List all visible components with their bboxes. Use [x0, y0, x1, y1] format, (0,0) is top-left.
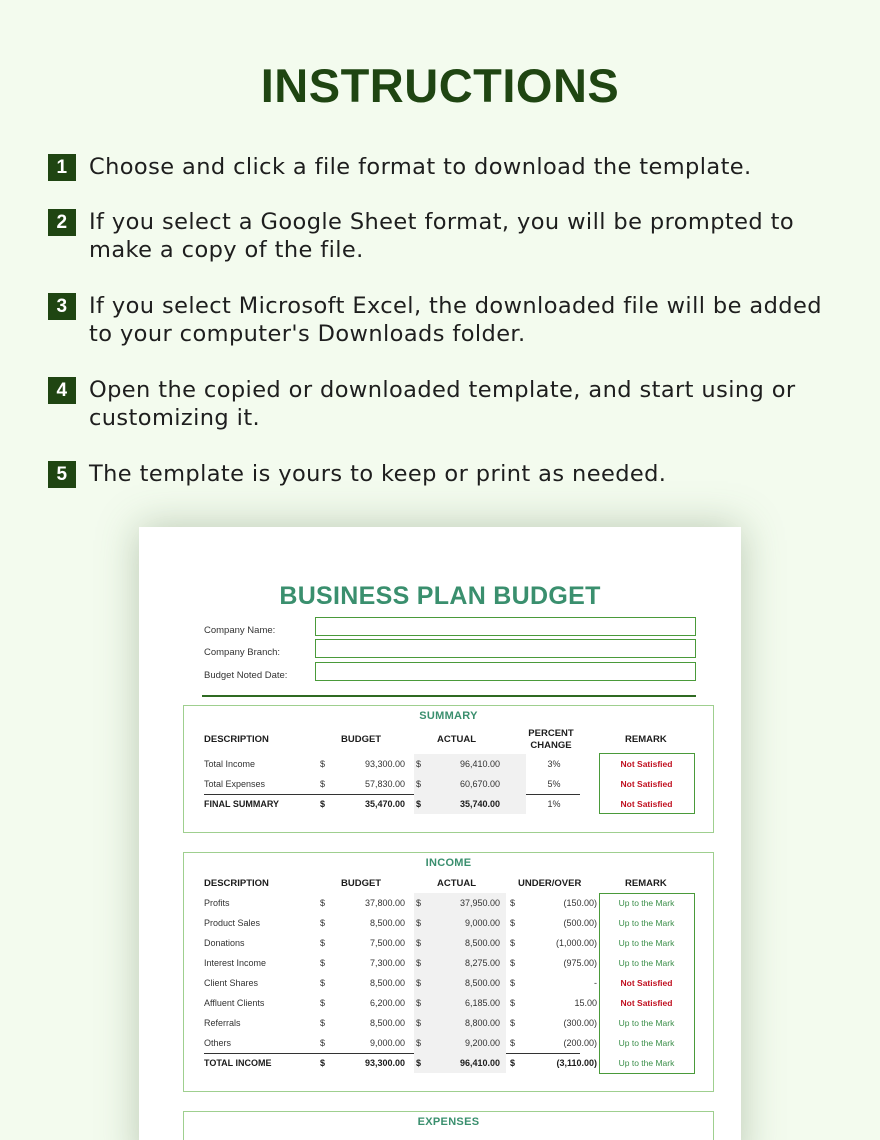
row-description: Product Sales [204, 918, 261, 928]
row-percent: 3% [547, 759, 561, 769]
row-actual: 6,185.00 [464, 998, 500, 1008]
currency-symbol: $ [416, 759, 422, 769]
summary-header-percent [520, 728, 582, 752]
currency-symbol: $ [510, 938, 516, 948]
currency-symbol: $ [510, 958, 516, 968]
currency-symbol: $ [320, 779, 326, 789]
income-header-under-over: UNDER/OVER [518, 878, 582, 889]
summary-header-budget: BUDGET [341, 734, 382, 745]
row-under-over: (3,110.00) [556, 1058, 597, 1068]
currency-symbol: $ [510, 998, 516, 1008]
row-budget: 35,470.00 [364, 799, 405, 809]
row-description: Total Income [204, 759, 256, 769]
row-actual: 35,740.00 [459, 799, 500, 809]
template-title: BUSINESS PLAN BUDGET [279, 582, 601, 610]
currency-symbol: $ [320, 1038, 326, 1048]
row-remark: Up to the Mark [618, 938, 675, 948]
table-row [204, 1013, 695, 1033]
row-actual: 60,670.00 [459, 779, 500, 789]
row-actual: 9,200.00 [464, 1038, 500, 1048]
row-budget: 8,500.00 [369, 918, 405, 928]
row-description: TOTAL INCOME [204, 1058, 272, 1068]
income-section [183, 852, 714, 1092]
row-percent: 1% [547, 799, 561, 809]
expenses-title: EXPENSES [417, 1116, 480, 1128]
step-5 [48, 460, 848, 488]
table-row [204, 933, 695, 953]
summary-header-percent-line1: PERCENT [528, 728, 574, 739]
table-row [204, 953, 695, 973]
row-budget: 7,300.00 [369, 958, 405, 968]
step-text-1: Choose and click a file format to download the template. [89, 154, 752, 180]
step-3 [48, 292, 848, 348]
row-under-over: (975.00) [563, 958, 597, 968]
row-budget: 93,300.00 [364, 1058, 405, 1068]
table-row-total [204, 794, 695, 814]
row-budget: 57,830.00 [364, 779, 405, 789]
row-budget: 8,500.00 [369, 978, 405, 988]
currency-symbol: $ [416, 1018, 422, 1028]
income-header-description: DESCRIPTION [204, 878, 269, 889]
template-preview [139, 527, 741, 1140]
row-budget: 7,500.00 [369, 938, 405, 948]
row-actual: 37,950.00 [459, 898, 500, 908]
step-1 [48, 153, 848, 181]
currency-symbol: $ [510, 1018, 516, 1028]
row-description: Total Expenses [204, 779, 266, 789]
row-actual: 8,500.00 [464, 978, 500, 988]
table-row [204, 893, 695, 913]
row-budget: 37,800.00 [364, 898, 405, 908]
summary-header-description: DESCRIPTION [204, 734, 269, 745]
row-remark: Up to the Mark [618, 1058, 675, 1068]
currency-symbol: $ [416, 898, 422, 908]
step-2 [48, 208, 848, 264]
currency-symbol: $ [510, 978, 516, 988]
currency-symbol: $ [320, 1018, 326, 1028]
currency-symbol: $ [320, 898, 326, 908]
currency-symbol: $ [510, 898, 516, 908]
step-number-4: 4 [48, 377, 76, 404]
divider [202, 695, 696, 697]
currency-symbol: $ [320, 978, 326, 988]
step-number-1: 1 [48, 154, 76, 181]
table-row [204, 774, 695, 794]
summary-title: SUMMARY [419, 710, 478, 722]
currency-symbol: $ [416, 978, 422, 988]
row-remark: Not Satisfied [620, 978, 673, 988]
expenses-section [183, 1111, 714, 1140]
currency-symbol: $ [416, 799, 422, 809]
table-row [204, 754, 695, 774]
row-description: Interest Income [204, 958, 267, 968]
row-description: Referrals [204, 1018, 241, 1028]
row-remark: Up to the Mark [618, 958, 675, 968]
row-description: Others [204, 1038, 232, 1048]
currency-symbol: $ [416, 998, 422, 1008]
step-4 [48, 376, 848, 432]
table-row [204, 913, 695, 933]
row-remark: Up to the Mark [618, 1038, 675, 1048]
row-under-over: (500.00) [563, 918, 597, 928]
row-budget: 8,500.00 [369, 1018, 405, 1028]
row-description: Client Shares [204, 978, 259, 988]
income-header-remark: REMARK [625, 878, 667, 889]
row-description: Profits [204, 898, 230, 908]
row-remark: Not Satisfied [620, 998, 673, 1008]
currency-symbol: $ [510, 1058, 516, 1068]
currency-symbol: $ [320, 799, 326, 809]
row-percent: 5% [547, 779, 561, 789]
row-actual: 9,000.00 [464, 918, 500, 928]
row-remark: Up to the Mark [618, 918, 675, 928]
step-text-4: Open the copied or downloaded template, and start using or customizing it. [89, 377, 796, 431]
summary-header-percent-line2: CHANGE [530, 740, 572, 751]
summary-header-remark: REMARK [625, 734, 667, 745]
currency-symbol: $ [320, 918, 326, 928]
row-under-over: (300.00) [563, 1018, 597, 1028]
step-text-2: If you select a Google Sheet format, you will be prompted to make a copy of the file. [89, 209, 794, 263]
row-remark: Up to the Mark [618, 1018, 675, 1028]
row-under-over: (150.00) [563, 898, 597, 908]
currency-symbol: $ [416, 958, 422, 968]
row-under-over: (200.00) [563, 1038, 597, 1048]
row-actual: 96,410.00 [459, 759, 500, 769]
table-row [204, 973, 695, 993]
row-under-over: (1,000.00) [555, 938, 597, 948]
step-number-3: 3 [48, 293, 76, 320]
income-header-actual: ACTUAL [437, 878, 477, 889]
income-header-budget: BUDGET [341, 878, 382, 889]
row-remark: Not Satisfied [620, 799, 673, 809]
currency-symbol: $ [416, 1038, 422, 1048]
table-row [204, 993, 695, 1013]
row-under-over: 15.00 [574, 998, 597, 1008]
step-number-5: 5 [48, 461, 76, 488]
instructions-list [48, 153, 848, 488]
currency-symbol: $ [416, 1058, 422, 1068]
row-remark: Not Satisfied [620, 779, 673, 789]
company-name-label: Company Name: [204, 625, 276, 636]
company-branch-field[interactable] [315, 639, 696, 658]
row-actual: 8,800.00 [464, 1018, 500, 1028]
currency-symbol: $ [320, 998, 326, 1008]
table-row-total [204, 1053, 695, 1073]
currency-symbol: $ [510, 1038, 516, 1048]
currency-symbol: $ [320, 759, 326, 769]
summary-header-actual: ACTUAL [437, 734, 477, 745]
step-number-2: 2 [48, 209, 76, 236]
row-actual: 8,275.00 [464, 958, 500, 968]
step-text-5: The template is yours to keep or print as needed. [89, 461, 667, 487]
row-description: Donations [204, 938, 245, 948]
step-text-3: If you select Microsoft Excel, the downloaded file will be added to your computer's Downloads folder. [89, 293, 822, 347]
currency-symbol: $ [416, 779, 422, 789]
company-branch-label: Company Branch: [204, 647, 281, 658]
summary-section [183, 705, 714, 833]
currency-symbol: $ [320, 938, 326, 948]
budget-date-field[interactable] [315, 662, 696, 681]
row-description: Affluent Clients [204, 998, 265, 1008]
income-title: INCOME [425, 857, 472, 869]
company-name-field[interactable] [315, 617, 696, 636]
row-budget: 9,000.00 [369, 1038, 405, 1048]
currency-symbol: $ [510, 918, 516, 928]
row-actual: 96,410.00 [459, 1058, 500, 1068]
currency-symbol: $ [416, 938, 422, 948]
budget-date-label: Budget Noted Date: [204, 670, 288, 681]
row-budget: 93,300.00 [364, 759, 405, 769]
row-budget: 6,200.00 [369, 998, 405, 1008]
table-row [204, 1033, 695, 1053]
instructions-title: INSTRUCTIONS [260, 59, 620, 112]
row-remark: Up to the Mark [618, 898, 675, 908]
currency-symbol: $ [320, 1058, 326, 1068]
row-remark: Not Satisfied [620, 759, 673, 769]
currency-symbol: $ [320, 958, 326, 968]
row-description: FINAL SUMMARY [204, 799, 279, 809]
row-under-over: - [594, 978, 597, 988]
row-actual: 8,500.00 [464, 938, 500, 948]
currency-symbol: $ [416, 918, 422, 928]
